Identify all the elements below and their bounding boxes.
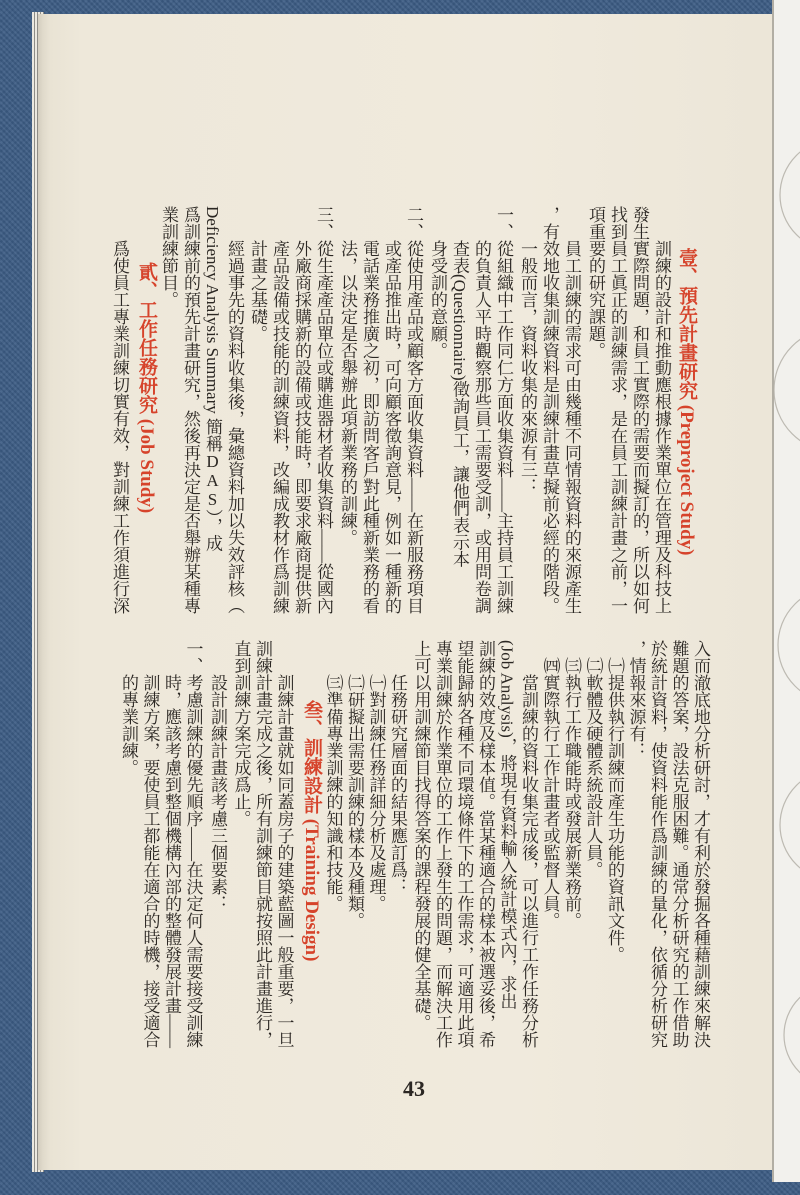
list-item-line: 一、從組織中工作同仁方面收集資料——主持員工訓練 bbox=[494, 206, 513, 614]
list-item-line: ㈣實際執行工作計畫者或監督人員。 bbox=[540, 657, 560, 929]
text-line: 訓練的效度及樣本值。當某種適合的樣本被選妥後，希 bbox=[476, 640, 495, 1048]
list-item-line: ㈡研擬出需要訓練的樣本及種類。 bbox=[345, 674, 364, 929]
section-heading-preproject-study: 壹、預先計畫研究 (Preproject Study) bbox=[676, 248, 697, 556]
list-item-line: ㈢準備專業訓練的知識和技能。 bbox=[323, 674, 343, 912]
list-item-line: ㈡軟體及硬體系統設計人員。 bbox=[583, 657, 603, 878]
section-heading-training-design: 叁、訓練設計 (Training Design) bbox=[301, 700, 322, 962]
diagram-arc bbox=[784, 983, 800, 1087]
text-line: 當訓練的資料收集完成後，可以進行工作任務分析 bbox=[519, 674, 538, 1048]
list-item-line: ㈠對訓練任務詳細分析及處理。 bbox=[366, 674, 386, 912]
text-line: 爲訓練前的預先計畫研究，然後再決定是否舉辦某種專 bbox=[181, 206, 200, 614]
text-line: 找到員工眞正的訓練需求，是在員工訓練計畫之前，一 bbox=[608, 206, 627, 614]
adjacent-page-diagram bbox=[774, 0, 800, 1182]
text-line: 訓練的設計和推動應根據作業單位在管理及科技上 bbox=[652, 240, 671, 614]
adjacent-page bbox=[772, 0, 800, 1182]
text-line: 直到訓練方案完成爲止。 bbox=[231, 640, 251, 827]
text-line: 一般而言，資料收集的來源有三： bbox=[518, 240, 537, 495]
list-item-line: 二、從使用產品或顧客方面收集資料——在新服務項目 bbox=[404, 206, 423, 614]
list-item-line: 產品設備或技能的訓練資料，改編成教材作爲訓練 bbox=[270, 240, 289, 614]
list-item-line: 身受訓的意願。 bbox=[428, 240, 447, 359]
text-line: 項重要的研究課題。 bbox=[586, 206, 605, 359]
text-line: 經過事先的資料收集後，彙總資料加以失效評核（ bbox=[225, 240, 244, 614]
text-line: 訓練計畫完成之後，所有訓練節目就按照此計畫進行， bbox=[253, 640, 272, 1048]
list-item-line: 查表(Questionnaire)徵詢員工，讓他們表示本 bbox=[450, 240, 469, 568]
list-item-line: 外廠商採購新的設備或技能時，即要求廠商提供新 bbox=[292, 240, 311, 614]
text-line: 員工訓練的需求可由幾種不同情報資料的來源產生 bbox=[562, 240, 581, 614]
text-line: 設計訓練計畫該考慮三個要素： bbox=[208, 674, 227, 912]
text-line: 望能歸納各種不同環境條件下的工作需求，可適用此項 bbox=[454, 640, 474, 1048]
text-line: 訓練計畫就如同蓋房子的建築藍圖一般重要，一旦 bbox=[274, 674, 294, 1048]
abbreviation-das: DAS bbox=[203, 452, 222, 509]
list-item-line: 計畫之基礎。 bbox=[248, 240, 267, 342]
text-line bbox=[201, 206, 223, 618]
page-number: 43 bbox=[403, 1076, 425, 1101]
list-item-line: ㈢執行工作職能時或發展新業務前。 bbox=[562, 657, 581, 929]
text-line: ，有效地收集訓練資料是訓練計畫草擬前必經的階段。 bbox=[540, 206, 559, 614]
text-line: 業訓練節目。 bbox=[159, 206, 178, 308]
list-item-line: 法，以決定是否舉辦此項新業務的訓練。 bbox=[338, 240, 357, 546]
text-line: ，情報來源有： bbox=[626, 640, 646, 759]
list-item-line: 三、從生產產品單位或購進器材者收集資料——從國內 bbox=[314, 206, 333, 614]
text-line: (Job Analysis)，將現有資料輸入統計模式內，求出 bbox=[497, 640, 517, 1010]
text-line: 入而澈底地分析研討，才有利於發掘各種藉訓練來解決 bbox=[691, 640, 710, 1048]
list-item-line: 或產品推出時，可向顧客徵詢意見，例如一種新的 bbox=[382, 240, 401, 614]
list-item-line: 訓練方案，要使員工都能在適合的時機，接受適合 bbox=[140, 674, 160, 1048]
text-line: 任務研究層面的結果應訂爲： bbox=[388, 674, 407, 895]
upper-text-block bbox=[100, 206, 697, 618]
text-line: 上可以用訓練節目找得答案的課程發展的健全基礎。 bbox=[411, 640, 431, 1031]
text-line: 難題的答案，設法克服困難。通常分析研究的工作借助 bbox=[669, 640, 689, 1048]
list-item-line: 的負責人平時觀察那些員工需要受訓，或用問卷調 bbox=[472, 240, 491, 614]
text-line: 於統計資料，使資料能作爲訓練的量化，依循分析研究 bbox=[648, 640, 667, 1048]
list-item-line: 電話業務推廣之初，即訪問客戶對此種新業務的看 bbox=[360, 240, 379, 614]
diagram-arc bbox=[774, 328, 800, 452]
diagram-arc bbox=[780, 139, 800, 251]
lower-text-block bbox=[100, 640, 711, 1054]
section-heading-job-study: 貳、工作任務研究 (Job Study) bbox=[136, 262, 157, 514]
list-item-line: 時，應該考慮到整個機構內部的整體發展計畫—— bbox=[162, 674, 181, 1048]
text-fragment: ），成 bbox=[203, 509, 222, 552]
text-line: 專業訓練於作業單位的工作上發生的問題，而解決工作 bbox=[433, 640, 452, 1048]
text-line: 發生實際問題，和員工實際的需要而擬訂的，所以如何 bbox=[630, 206, 649, 614]
text-line: 爲使員工專業訓練切實有效，對訓練工作須進行深 bbox=[110, 240, 129, 614]
text-fragment: Deficiency Analysis Summary 簡稱 bbox=[203, 206, 222, 452]
list-item-line: 的專業訓練。 bbox=[119, 674, 138, 776]
list-item-line: ㈠提供執行訓練而產生功能的資訊文件。 bbox=[605, 657, 624, 963]
diagram-arc bbox=[780, 769, 800, 881]
diagram-arc bbox=[778, 587, 800, 703]
list-item-line: 一、考慮訓練的優先順序——在決定何人需要接受訓練 bbox=[183, 640, 203, 1048]
